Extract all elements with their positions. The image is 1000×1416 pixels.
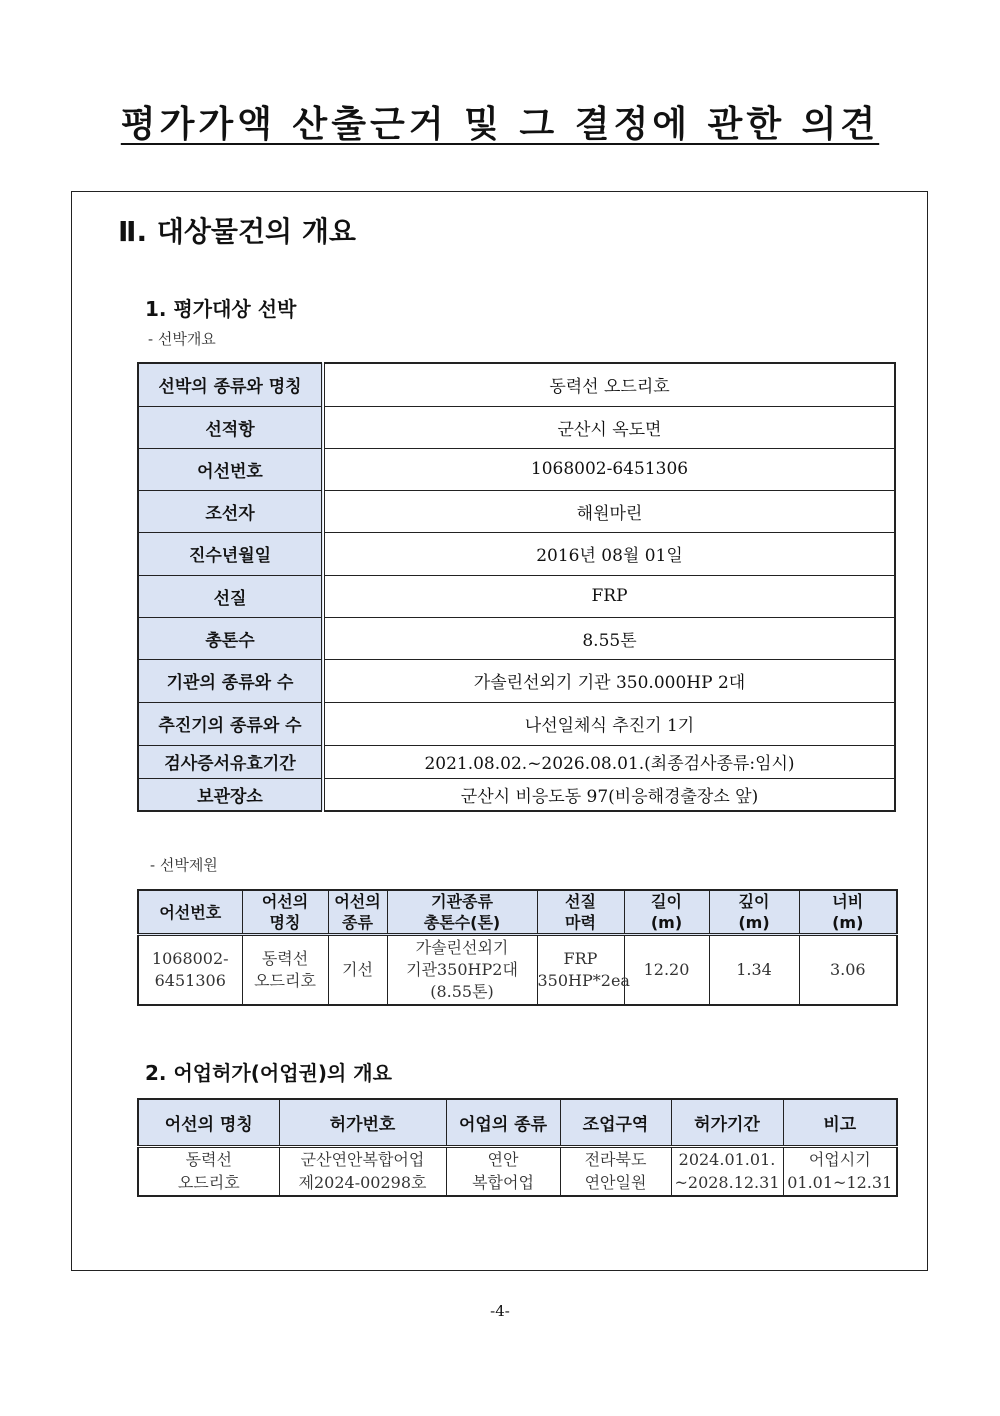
specs-header-cell <box>537 890 624 935</box>
cell-line: 어업시기 <box>808 1150 871 1170</box>
cell-line: 기선 <box>342 959 373 979</box>
specs-value-cell <box>537 935 630 1005</box>
cell-line: 군산연안복합어업 <box>300 1150 425 1170</box>
cell-line: 마력 <box>565 913 596 932</box>
specs-value-cell <box>387 935 537 1005</box>
overview-row <box>138 490 895 532</box>
cell-line: 12.20 <box>643 959 690 979</box>
cell-line: 길이 <box>651 892 682 911</box>
cell-line: 기관종류 <box>431 892 493 911</box>
overview-label: 진수년월일 <box>138 532 323 575</box>
overview-label: 보관장소 <box>138 778 323 811</box>
overview-row <box>138 575 895 617</box>
cell-line: 어선의 <box>261 892 309 911</box>
overview-value: 가솔린선외기 기관 350.000HP 2대 <box>323 659 895 702</box>
cell-line: 1068002- <box>151 948 229 968</box>
overview-value: 군산시 옥도면 <box>323 406 895 448</box>
cell-line: 350HP*2ea <box>537 970 630 990</box>
specs-value-cell <box>624 935 709 1005</box>
license-header-cell: 어선의 명칭 <box>138 1099 279 1146</box>
cell-line: 깊이 <box>738 892 770 911</box>
cell-line: 제2024-00298호 <box>298 1173 427 1193</box>
cell-line: 명칭 <box>269 913 301 932</box>
overview-row <box>138 617 895 659</box>
cell-line: (8.55톤) <box>430 981 494 1001</box>
subsection-heading-vessel: 1. 평가대상 선박 <box>145 297 297 321</box>
cell-line: 연안 <box>487 1150 519 1170</box>
fishing-license-table <box>137 1098 898 1197</box>
overview-value: 2021.08.02.~2026.08.01.(최종검사종류:임시) <box>323 745 895 778</box>
overview-label: 어선번호 <box>138 448 323 490</box>
vessel-overview-table <box>137 362 896 812</box>
license-value-cell <box>671 1146 783 1196</box>
section-heading: Ⅱ. 대상물건의 개요 <box>118 215 356 248</box>
cell-line: 2024.01.01. <box>678 1150 776 1170</box>
specs-value-cell <box>328 935 387 1005</box>
overview-label: 기관의 종류와 수 <box>138 659 323 702</box>
specs-header-cell <box>328 890 387 935</box>
overview-row <box>138 659 895 702</box>
cell-line: 복합어업 <box>472 1173 534 1193</box>
cell-line: (m) <box>832 913 864 932</box>
cell-line: 오드리호 <box>177 1173 240 1193</box>
overview-value: 해원마린 <box>323 490 895 532</box>
overview-value: 2016년 08월 01일 <box>323 532 895 575</box>
license-header-cell: 허가번호 <box>279 1099 446 1146</box>
license-value-cell <box>783 1146 897 1196</box>
overview-row <box>138 448 895 490</box>
cell-line: 전라북도 <box>584 1150 647 1170</box>
specs-header-cell <box>709 890 799 935</box>
overview-row <box>138 778 895 811</box>
overview-label: 검사증서유효기간 <box>138 745 323 778</box>
overview-label: 조선자 <box>138 490 323 532</box>
page-title: 평가가액 산출근거 및 그 결정에 관한 의견 <box>120 104 880 145</box>
cell-line: 3.06 <box>829 959 866 979</box>
cell-line: 어선의 <box>334 892 381 911</box>
specs-value-cell <box>709 935 799 1005</box>
cell-line: FRP <box>563 948 598 968</box>
cell-line: (m) <box>650 913 683 932</box>
specs-header-cell <box>799 890 897 935</box>
overview-value: 군산시 비응도동 97(비응해경출장소 앞) <box>323 778 895 811</box>
license-header-cell: 허가기간 <box>671 1099 783 1146</box>
overview-row <box>138 363 895 406</box>
cell-line: 가솔린선외기 <box>415 937 509 957</box>
cell-line: 기관350HP2대 <box>406 959 518 979</box>
license-header-cell: 비고 <box>783 1099 897 1146</box>
cell-line: 동력선 <box>261 948 309 968</box>
license-value-cell <box>560 1146 671 1196</box>
vessel-specs-table <box>137 889 898 1006</box>
overview-value: 8.55톤 <box>323 617 895 659</box>
overview-value: 나선일체식 추진기 1기 <box>323 702 895 745</box>
specs-value-cell <box>242 935 328 1005</box>
overview-row <box>138 406 895 448</box>
overview-value: 1068002-6451306 <box>323 448 895 490</box>
cell-line: ~2028.12.31 <box>674 1173 780 1193</box>
overview-row <box>138 702 895 745</box>
cell-line: 너비 <box>832 892 864 911</box>
specs-header-cell <box>624 890 709 935</box>
overview-label: 추진기의 종류와 수 <box>138 702 323 745</box>
license-header-cell: 어업의 종류 <box>446 1099 560 1146</box>
license-value-cell <box>138 1146 279 1196</box>
overview-label: 선질 <box>138 575 323 617</box>
cell-line: 오드리호 <box>254 970 316 990</box>
license-value-cell <box>279 1146 446 1196</box>
page-number: -4- <box>490 1302 510 1320</box>
cell-line: 어선번호 <box>159 902 222 922</box>
overview-row <box>138 745 895 778</box>
cell-line: 6451306 <box>154 970 226 990</box>
cell-line: 선질 <box>565 892 596 911</box>
overview-value: 동력선 오드리호 <box>323 363 895 406</box>
specs-value-cell <box>799 935 897 1005</box>
cell-line: 종류 <box>342 913 373 932</box>
overview-value: FRP <box>323 575 895 617</box>
specs-value-cell <box>138 935 242 1005</box>
subsection-heading-license: 2. 어업허가(어업권)의 개요 <box>145 1061 392 1085</box>
cell-line: (m) <box>738 913 770 932</box>
specs-header-cell <box>242 890 328 935</box>
specs-header-cell <box>138 890 242 935</box>
cell-line: 연안일원 <box>584 1173 647 1193</box>
overview-label: 선적항 <box>138 406 323 448</box>
license-value-cell <box>446 1146 560 1196</box>
cell-line: 총톤수(톤) <box>423 913 501 932</box>
overview-row <box>138 532 895 575</box>
license-header-cell: 조업구역 <box>560 1099 671 1146</box>
overview-label: 선박의 종류와 명칭 <box>138 363 323 406</box>
specs-note: - 선박제원 <box>150 856 218 874</box>
overview-label: 총톤수 <box>138 617 323 659</box>
overview-note: - 선박개요 <box>148 330 216 348</box>
cell-line: 동력선 <box>185 1150 232 1170</box>
cell-line: 01.01~12.31 <box>787 1173 893 1193</box>
cell-line: 1.34 <box>736 959 772 979</box>
specs-header-cell <box>387 890 537 935</box>
